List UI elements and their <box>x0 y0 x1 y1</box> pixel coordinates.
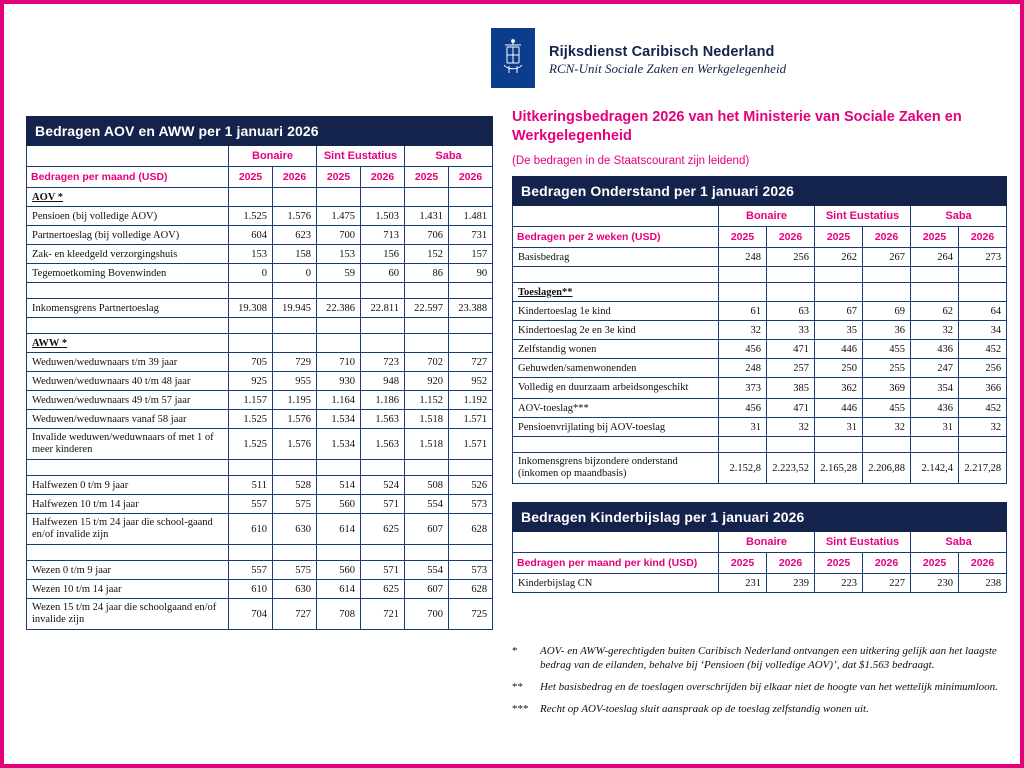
onderstand-title: Bedragen Onderstand per 1 januari 2026 <box>513 177 1007 206</box>
row-label: Kinderbijslag CN <box>513 574 719 593</box>
cell-value: 705 <box>229 353 273 372</box>
cell-value: 32 <box>767 418 815 437</box>
cell-value: 630 <box>273 514 317 545</box>
row-label: Pensioenvrijlating bij AOV-toeslag <box>513 418 719 437</box>
aov-aww-table <box>26 116 493 630</box>
cell-value: 250 <box>815 359 863 378</box>
cell-value: 471 <box>767 399 815 418</box>
cell-value: 557 <box>229 495 273 514</box>
cell-value: 511 <box>229 476 273 495</box>
onderstand-island-bonaire: Bonaire <box>719 206 815 227</box>
cell-value: 925 <box>229 372 273 391</box>
cell-value: 2.152,8 <box>719 453 767 484</box>
cell-value: 256 <box>959 359 1007 378</box>
cell-value: 526 <box>449 476 493 495</box>
onderstand-year-sta-2026: 2026 <box>863 227 911 248</box>
row-label: Volledig en duurzaam arbeidsongeschikt <box>513 378 719 399</box>
kinderbijslag-island-saba: Saba <box>911 532 1007 553</box>
cell-value: 436 <box>911 399 959 418</box>
cell-value: 508 <box>405 476 449 495</box>
kinderbijslag-row-header-label: Bedragen per maand per kind (USD) <box>513 553 719 574</box>
cell-value: 227 <box>863 574 911 593</box>
table-row <box>27 410 493 429</box>
cell-value: 700 <box>405 599 449 630</box>
aov-table-title: Bedragen AOV en AWW per 1 januari 2026 <box>27 117 493 146</box>
cell-value: 2.223,52 <box>767 453 815 484</box>
table-row <box>27 599 493 630</box>
cell-value: 33 <box>767 321 815 340</box>
cell-value: 62 <box>911 302 959 321</box>
cell-value: 1.518 <box>405 410 449 429</box>
aov-island-sint-eustatius: Sint Eustatius <box>317 146 405 167</box>
cell-value: 158 <box>273 245 317 264</box>
cell-value: 607 <box>405 514 449 545</box>
cell-value: 69 <box>863 302 911 321</box>
cell-value: 248 <box>719 359 767 378</box>
kb-year-bon-2025: 2025 <box>719 553 767 574</box>
onderstand-year-bon-2026: 2026 <box>767 227 815 248</box>
row-label: Weduwen/weduwnaars vanaf 58 jaar <box>27 410 229 429</box>
cell-value: 1.525 <box>229 410 273 429</box>
cell-value: 702 <box>405 353 449 372</box>
kb-year-sta-2025: 2025 <box>815 553 863 574</box>
cell-value: 86 <box>405 264 449 283</box>
kinderbijslag-island-row <box>513 532 1007 553</box>
cell-value: 557 <box>229 561 273 580</box>
aov-row-header-label: Bedragen per maand (USD) <box>27 167 229 188</box>
onderstand-title-row <box>513 177 1007 206</box>
cell-value: 238 <box>959 574 1007 593</box>
cell-value: 67 <box>815 302 863 321</box>
cell-value: 1.571 <box>449 410 493 429</box>
cell-value: 2.206,88 <box>863 453 911 484</box>
cell-value: 604 <box>229 226 273 245</box>
cell-value: 257 <box>767 359 815 378</box>
cell-value: 31 <box>911 418 959 437</box>
cell-value: 239 <box>767 574 815 593</box>
table-row <box>27 226 493 245</box>
cell-value: 713 <box>361 226 405 245</box>
row-label: Weduwen/weduwnaars 49 t/m 57 jaar <box>27 391 229 410</box>
cell-value: 930 <box>317 372 361 391</box>
aov-aww-table-container <box>26 116 492 630</box>
cell-value: 560 <box>317 561 361 580</box>
footnote-text: AOV- en AWW-gerechtigden buiten Caribisch Nederland ontvangen een uitkering gelijk aan het laagste bedrag van de eilanden, behalve bij ‘Pensioen (bij volledige AOV)’, dat $1.563 bedraagt. <box>540 645 997 671</box>
row-label: Halfwezen 15 t/m 24 jaar die school-gaand en/of invalide zijn <box>27 514 229 545</box>
footnote-2 <box>512 680 1012 694</box>
cell-value: 273 <box>959 248 1007 267</box>
aww-section-title: AWW * <box>27 334 229 353</box>
cell-value: 262 <box>815 248 863 267</box>
row-label: Halfwezen 10 t/m 14 jaar <box>27 495 229 514</box>
kinderbijslag-island-bonaire: Bonaire <box>719 532 815 553</box>
kb-year-sab-2025: 2025 <box>911 553 959 574</box>
onderstand-island-row <box>513 206 1007 227</box>
row-label: Partnertoeslag (bij volledige AOV) <box>27 226 229 245</box>
cell-value: 554 <box>405 495 449 514</box>
cell-value: 23.388 <box>449 299 493 318</box>
document-header <box>491 28 786 88</box>
document-page <box>4 4 1020 764</box>
onderstand-row-header-label: Bedragen per 2 weken (USD) <box>513 227 719 248</box>
cell-value: 1.518 <box>405 429 449 460</box>
cell-value: 64 <box>959 302 1007 321</box>
kinderbijslag-title: Bedragen Kinderbijslag per 1 januari 2026 <box>513 503 1007 532</box>
cell-value: 354 <box>911 378 959 399</box>
cell-value: 625 <box>361 580 405 599</box>
cell-value: 35 <box>815 321 863 340</box>
table-row <box>513 418 1007 437</box>
table-row <box>27 561 493 580</box>
aov-year-bon-2026: 2026 <box>273 167 317 188</box>
toeslagen-section-title: Toeslagen** <box>513 283 719 302</box>
organisation-name: Rijksdienst Caribisch Nederland <box>549 44 775 60</box>
cell-value: 554 <box>405 561 449 580</box>
row-label: Wezen 10 t/m 14 jaar <box>27 580 229 599</box>
cell-value: 948 <box>361 372 405 391</box>
aov-year-sab-2026: 2026 <box>449 167 493 188</box>
cell-value: 248 <box>719 248 767 267</box>
aww-section-header-row <box>27 334 493 353</box>
cell-value: 22.597 <box>405 299 449 318</box>
cell-value: 628 <box>449 514 493 545</box>
cell-value: 952 <box>449 372 493 391</box>
cell-value: 628 <box>449 580 493 599</box>
row-label: Pensioen (bij volledige AOV) <box>27 207 229 226</box>
right-column <box>512 108 1006 593</box>
footnote-text: Recht op AOV-toeslag sluit aanspraak op de toeslag zelfstandig wonen uit. <box>540 703 869 715</box>
kb-year-sab-2026: 2026 <box>959 553 1007 574</box>
cell-value: 153 <box>317 245 361 264</box>
row-label: AOV-toeslag*** <box>513 399 719 418</box>
cell-value: 366 <box>959 378 1007 399</box>
cell-value: 452 <box>959 340 1007 359</box>
cell-value: 267 <box>863 248 911 267</box>
kinderbijslag-island-blank <box>513 532 719 553</box>
onderstand-island-saba: Saba <box>911 206 1007 227</box>
table-row <box>27 372 493 391</box>
cell-value: 471 <box>767 340 815 359</box>
table-row <box>27 495 493 514</box>
cell-value: 369 <box>863 378 911 399</box>
cell-value: 1.525 <box>229 429 273 460</box>
onderstand-table <box>512 176 1007 484</box>
table-row <box>513 321 1007 340</box>
cell-value: 455 <box>863 399 911 418</box>
table-row <box>513 399 1007 418</box>
cell-value: 255 <box>863 359 911 378</box>
cell-value: 1.475 <box>317 207 361 226</box>
row-label: Weduwen/weduwnaars t/m 39 jaar <box>27 353 229 372</box>
cell-value: 456 <box>719 340 767 359</box>
cell-value: 456 <box>719 399 767 418</box>
table-row <box>27 245 493 264</box>
cell-value: 230 <box>911 574 959 593</box>
spacer-row <box>27 318 493 334</box>
cell-value: 614 <box>317 514 361 545</box>
cell-value: 704 <box>229 599 273 630</box>
cell-value: 623 <box>273 226 317 245</box>
cell-value: 1.563 <box>361 429 405 460</box>
cell-value: 1.525 <box>229 207 273 226</box>
cell-value: 528 <box>273 476 317 495</box>
row-label: Gehuwden/samenwonenden <box>513 359 719 378</box>
toeslagen-section-row <box>513 283 1007 302</box>
kinderbijslag-island-sint-eustatius: Sint Eustatius <box>815 532 911 553</box>
cell-value: 1.576 <box>273 207 317 226</box>
cell-value: 1.164 <box>317 391 361 410</box>
row-label: Zelfstandig wonen <box>513 340 719 359</box>
onderstand-year-sta-2025: 2025 <box>815 227 863 248</box>
cell-value: 607 <box>405 580 449 599</box>
cell-value: 1.503 <box>361 207 405 226</box>
aov-table-title-row <box>27 117 493 146</box>
footnote-marker: * <box>512 645 518 657</box>
row-label: Wezen 0 t/m 9 jaar <box>27 561 229 580</box>
cell-value: 1.576 <box>273 410 317 429</box>
cell-value: 729 <box>273 353 317 372</box>
cell-value: 32 <box>911 321 959 340</box>
cell-value: 610 <box>229 580 273 599</box>
cell-value: 436 <box>911 340 959 359</box>
cell-value: 727 <box>449 353 493 372</box>
cell-value: 727 <box>273 599 317 630</box>
cell-value: 0 <box>273 264 317 283</box>
aov-island-saba: Saba <box>405 146 493 167</box>
cell-value: 571 <box>361 561 405 580</box>
cell-value: 362 <box>815 378 863 399</box>
cell-value: 373 <box>719 378 767 399</box>
cell-value: 256 <box>767 248 815 267</box>
cell-value: 731 <box>449 226 493 245</box>
header-text-block <box>549 28 786 77</box>
row-label: Basisbedrag <box>513 248 719 267</box>
aov-year-header-row <box>27 167 493 188</box>
spacer-row <box>513 437 1007 453</box>
kinderbijslag-title-row <box>513 503 1007 532</box>
cell-value: 1.563 <box>361 410 405 429</box>
cell-value: 63 <box>767 302 815 321</box>
cell-value: 19.945 <box>273 299 317 318</box>
table-row <box>513 574 1007 593</box>
table-row <box>513 302 1007 321</box>
aov-island-header-row <box>27 146 493 167</box>
cell-value: 610 <box>229 514 273 545</box>
footnotes <box>512 644 1012 724</box>
cell-value: 231 <box>719 574 767 593</box>
aov-year-sab-2025: 2025 <box>405 167 449 188</box>
coat-of-arms-icon <box>491 28 535 88</box>
cell-value: 90 <box>449 264 493 283</box>
onderstand-year-sab-2026: 2026 <box>959 227 1007 248</box>
cell-value: 560 <box>317 495 361 514</box>
onderstand-island-blank <box>513 206 719 227</box>
table-row <box>27 207 493 226</box>
spacer-row <box>27 545 493 561</box>
row-label: Inkomensgrens Partnertoeslag <box>27 299 229 318</box>
organisation-unit: RCN-Unit Sociale Zaken en Werkgelegenheid <box>549 61 787 76</box>
cell-value: 630 <box>273 580 317 599</box>
aov-section-title: AOV * <box>27 188 229 207</box>
cell-value: 710 <box>317 353 361 372</box>
aov-section-header-row <box>27 188 493 207</box>
table-row <box>27 476 493 495</box>
cell-value: 385 <box>767 378 815 399</box>
table-row <box>513 453 1007 484</box>
kb-year-sta-2026: 2026 <box>863 553 911 574</box>
cell-value: 1.186 <box>361 391 405 410</box>
cell-value: 22.811 <box>361 299 405 318</box>
onderstand-year-sab-2025: 2025 <box>911 227 959 248</box>
cell-value: 59 <box>317 264 361 283</box>
cell-value: 571 <box>361 495 405 514</box>
table-row <box>27 299 493 318</box>
cell-value: 625 <box>361 514 405 545</box>
kinderbijslag-table <box>512 502 1007 593</box>
cell-value: 452 <box>959 399 1007 418</box>
spacer-row <box>513 267 1007 283</box>
cell-value: 721 <box>361 599 405 630</box>
cell-value: 575 <box>273 561 317 580</box>
table-row <box>513 359 1007 378</box>
cell-value: 22.386 <box>317 299 361 318</box>
row-label: Inkomensgrens bijzondere onderstand (inkomen op maandbasis) <box>513 453 719 484</box>
cell-value: 152 <box>405 245 449 264</box>
table-row <box>27 429 493 460</box>
row-label: Kindertoeslag 1e kind <box>513 302 719 321</box>
onderstand-island-sint-eustatius: Sint Eustatius <box>815 206 911 227</box>
table-row <box>27 580 493 599</box>
cell-value: 264 <box>911 248 959 267</box>
cell-value: 31 <box>719 418 767 437</box>
cell-value: 156 <box>361 245 405 264</box>
cell-value: 1.481 <box>449 207 493 226</box>
table-row <box>513 340 1007 359</box>
cell-value: 573 <box>449 561 493 580</box>
footnote-text: Het basisbedrag en de toeslagen overschrijden bij elkaar niet de hoogte van het wettelijk minimumloon. <box>540 681 998 693</box>
cell-value: 725 <box>449 599 493 630</box>
cell-value: 573 <box>449 495 493 514</box>
spacer-row <box>27 283 493 299</box>
row-label: Invalide weduwen/weduwnaars of met 1 of meer kinderen <box>27 429 229 460</box>
cell-value: 514 <box>317 476 361 495</box>
table-row <box>27 514 493 545</box>
footnote-marker: *** <box>512 703 529 715</box>
cell-value: 723 <box>361 353 405 372</box>
row-label: Halfwezen 0 t/m 9 jaar <box>27 476 229 495</box>
cell-value: 1.534 <box>317 429 361 460</box>
footnote-marker: ** <box>512 681 523 693</box>
aov-island-header-blank <box>27 146 229 167</box>
table-row <box>513 248 1007 267</box>
footnote-1 <box>512 644 1012 672</box>
cell-value: 223 <box>815 574 863 593</box>
kinderbijslag-year-row <box>513 553 1007 574</box>
row-label: Weduwen/weduwnaars 40 t/m 48 jaar <box>27 372 229 391</box>
cell-value: 614 <box>317 580 361 599</box>
cell-value: 446 <box>815 399 863 418</box>
cell-value: 2.217,28 <box>959 453 1007 484</box>
cell-value: 575 <box>273 495 317 514</box>
cell-value: 32 <box>719 321 767 340</box>
spacer-row <box>27 460 493 476</box>
cell-value: 1.157 <box>229 391 273 410</box>
cell-value: 31 <box>815 418 863 437</box>
aov-island-bonaire: Bonaire <box>229 146 317 167</box>
cell-value: 708 <box>317 599 361 630</box>
cell-value: 247 <box>911 359 959 378</box>
cell-value: 700 <box>317 226 361 245</box>
cell-value: 60 <box>361 264 405 283</box>
cell-value: 920 <box>405 372 449 391</box>
page-title: Uitkeringsbedragen 2026 van het Ministerie van Sociale Zaken en Werkgelegenheid <box>512 109 962 144</box>
table-row <box>27 353 493 372</box>
page-subtitle: (De bedragen in de Staatscourant zijn leidend) <box>512 155 750 167</box>
cell-value: 34 <box>959 321 1007 340</box>
cell-value: 1.431 <box>405 207 449 226</box>
row-label: Kindertoeslag 2e en 3e kind <box>513 321 719 340</box>
cell-value: 1.571 <box>449 429 493 460</box>
cell-value: 1.152 <box>405 391 449 410</box>
row-label: Wezen 15 t/m 24 jaar die schoolgaand en/of invalide zijn <box>27 599 229 630</box>
cell-value: 2.165,28 <box>815 453 863 484</box>
cell-value: 32 <box>959 418 1007 437</box>
footnote-3 <box>512 702 1012 716</box>
aov-year-sta-2026: 2026 <box>361 167 405 188</box>
onderstand-year-row <box>513 227 1007 248</box>
cell-value: 455 <box>863 340 911 359</box>
cell-value: 19.308 <box>229 299 273 318</box>
cell-value: 955 <box>273 372 317 391</box>
cell-value: 524 <box>361 476 405 495</box>
table-row <box>27 264 493 283</box>
cell-value: 1.534 <box>317 410 361 429</box>
cell-value: 157 <box>449 245 493 264</box>
row-label: Zak- en kleedgeld verzorgingshuis <box>27 245 229 264</box>
cell-value: 1.576 <box>273 429 317 460</box>
cell-value: 36 <box>863 321 911 340</box>
aov-year-sta-2025: 2025 <box>317 167 361 188</box>
onderstand-year-bon-2025: 2025 <box>719 227 767 248</box>
cell-value: 1.195 <box>273 391 317 410</box>
cell-value: 446 <box>815 340 863 359</box>
table-row <box>513 378 1007 399</box>
cell-value: 153 <box>229 245 273 264</box>
cell-value: 706 <box>405 226 449 245</box>
row-label: Tegemoetkoming Bovenwinden <box>27 264 229 283</box>
table-row <box>27 391 493 410</box>
cell-value: 61 <box>719 302 767 321</box>
cell-value: 1.192 <box>449 391 493 410</box>
kb-year-bon-2026: 2026 <box>767 553 815 574</box>
aov-year-bon-2025: 2025 <box>229 167 273 188</box>
cell-value: 32 <box>863 418 911 437</box>
cell-value: 2.142,4 <box>911 453 959 484</box>
cell-value: 0 <box>229 264 273 283</box>
